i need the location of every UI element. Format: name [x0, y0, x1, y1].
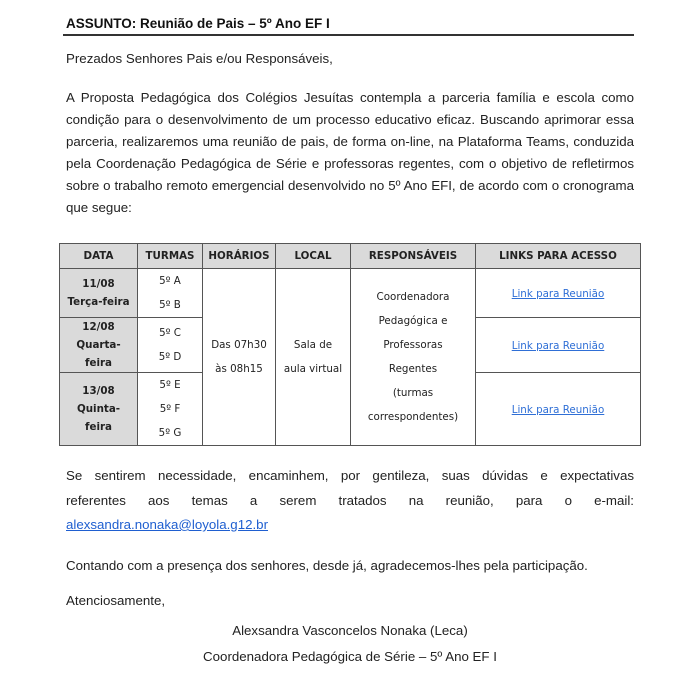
signature-name: Alexsandra Vasconcelos Nonaka (Leca) [232, 623, 468, 638]
responsaveis-cell: Coordenadora Pedagógica e Professoras Regentes (turmas correspondentes) [351, 269, 476, 446]
header-links: LINKS PARA ACESSO [476, 244, 641, 269]
date-cell: 11/08 Terça-feira [60, 269, 138, 318]
date-cell: 13/08 Quinta- feira [60, 373, 138, 446]
email-link[interactable]: alexsandra.nonaka@loyola.g12.br [66, 517, 269, 532]
table-row [60, 269, 641, 318]
link-cell [476, 269, 641, 318]
email-line [66, 514, 634, 536]
regards: Atenciosamente, [66, 593, 166, 608]
header-data: DATA [60, 244, 138, 269]
turmas-cell: 5º E 5º F 5º G [138, 373, 203, 446]
header-local: LOCAL [276, 244, 351, 269]
schedule-table [59, 243, 641, 446]
subject-heading: ASSUNTO: Reunião de Pais – 5º Ano EF I [66, 16, 330, 31]
local-cell: Sala de aula virtual [276, 269, 351, 446]
signature-title: Coordenadora Pedagógica de Série – 5º Ano EF I [203, 649, 497, 664]
header-turmas: TURMAS [138, 244, 203, 269]
closing-paragraph: Contando com a presença dos senhores, desde já, agradecemos-lhes pela participação. [66, 558, 588, 573]
contact-line-1: Se sentirem necessidade, encaminhem, por gentileza, suas dúvidas e expectativas [66, 468, 634, 483]
subject-divider [63, 34, 634, 36]
meeting-link-1108[interactable]: Link para Reunião [511, 288, 605, 300]
intro-paragraph: A Proposta Pedagógica dos Colégios Jesuítas contempla a parceria família e escola como condição para o desenvolvimento de um processo educativo eficaz. Buscando aprimorar essa parceria, realizaremos uma reunião de pais, de forma on-line, na Plataforma Teams, conduzida pela Coordenação Pedagógica de Série e professoras regentes, com o objetivo de refletirmos sobre o trabalho remoto emergencial desenvolvido no 5º Ano EFI, de acordo com o cronograma que segue: [66, 90, 634, 215]
turmas-cell: 5º C 5º D [138, 318, 203, 373]
date-cell: 12/08 Quarta- feira [60, 318, 138, 373]
contact-line-2: referentes aos temas a serem tratados na reunião, para o e-mail: [66, 493, 634, 508]
turmas-cell: 5º A 5º B [138, 269, 203, 318]
header-horarios: HORÁRIOS [203, 244, 276, 269]
greeting: Prezados Senhores Pais e/ou Responsáveis, [66, 51, 333, 66]
link-cell [476, 318, 641, 373]
horario-cell: Das 07h30 às 08h15 [203, 269, 276, 446]
meeting-link-1208[interactable]: Link para Reunião [511, 340, 605, 352]
header-responsaveis: RESPONSÁVEIS [351, 244, 476, 269]
link-cell [476, 373, 641, 446]
table-header-row [60, 244, 641, 269]
meeting-link-1308[interactable]: Link para Reunião [511, 404, 605, 416]
